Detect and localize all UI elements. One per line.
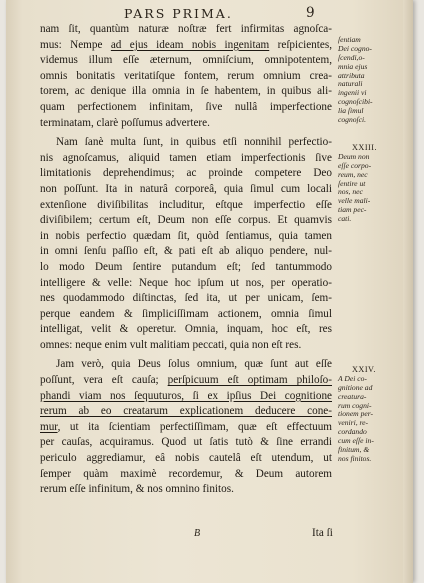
main-text	[40, 22, 332, 498]
margin-line: cordando	[338, 427, 367, 437]
margin-line: reum, nec	[338, 169, 368, 179]
margin-line: naturali	[338, 79, 363, 89]
margin-line: cognoſcibi-	[338, 97, 373, 107]
section-marker: XXIV.	[352, 365, 376, 374]
text-line: quam perfectionem infinitam, ſive nullâ imperfectione	[40, 100, 332, 113]
text-line: omnis bonitatis veritatiſque fontem, rerum omnium crea-	[40, 69, 332, 82]
text-line	[40, 38, 332, 54]
text-segment: reſpicientes,	[269, 38, 332, 51]
margin-line: mnia ejus	[338, 61, 368, 71]
text-line: lo modo Deum ſentire putandum eſt; ſed tantummodo	[40, 260, 332, 273]
text-line: terminatam, clarè poſſumus advertere.	[40, 116, 210, 129]
margin-line: attributa	[338, 70, 365, 80]
margin-line: creatura-	[338, 391, 367, 401]
text-line: intelligat, velit & operetur. Omnia, inquam, hoc eſt, res	[40, 323, 332, 336]
running-title: PARS PRIMA.	[124, 6, 233, 21]
text-line: videmus illum eſſe æternum, omniſcium, omnipotentem,	[40, 54, 332, 67]
text-line: extenſione diviſibilitas includitur, eſtque imperfectio eſſe	[40, 198, 332, 211]
text-line: ſemper quàm maximè recordemur, & Deum autorem	[40, 467, 332, 480]
margin-line: lia ſimul	[338, 106, 364, 116]
text-line	[40, 420, 332, 436]
margin-line: tionem per-	[338, 409, 374, 419]
margin-note	[338, 144, 404, 224]
margin-line: ſentire ut	[338, 178, 366, 188]
underlined-phrase: perſpicuum eſt optimam philoſo-	[167, 374, 332, 387]
margin-line: Deum non	[338, 151, 370, 161]
margin-line: ingenii vi	[338, 88, 367, 98]
margin-line: A Dei co-	[338, 373, 367, 383]
margin-line: Dei cogno-	[338, 43, 372, 53]
text-line	[40, 404, 332, 420]
text-line: rerum eſſe infinitum, & nos omnino finitos.	[40, 483, 234, 496]
underlined-phrase: phandi viam nos ſequuturos, ſi ex ipſius Dei cognitione	[40, 389, 332, 402]
text-line: diviſibilem; certum eſt, Deum non eſſe corpus. Et quamvis	[40, 214, 332, 227]
text-line: omnes: neque enim vult malitiam peccati, quia non eſt res.	[40, 338, 302, 351]
text-line: torem, ac denique illa omnia in ſe habentem, in quibus ali-	[40, 85, 332, 98]
text-line	[40, 373, 332, 389]
text-line: in nobis perfectio quædam ſit, quòd ſentiamus, quia tamen	[40, 229, 332, 242]
text-line: Jam verò, quia Deus ſolus omnium, quæ ſunt aut eſſe	[56, 358, 332, 371]
text-line: perque eandem & ſimpliciſſimam actionem, omnia ſimul	[40, 307, 332, 320]
underlined-phrase: ad ejus ideam nobis ingenitam	[110, 38, 270, 51]
catchword: Ita ſi	[312, 527, 333, 539]
margin-line: gnitione ad	[338, 382, 373, 392]
text-segment: , ut ita ſcientiam perfectiſſimam, quæ eſt effectuum	[57, 420, 332, 433]
text-segment: poſſunt, vera eſt cauſa;	[40, 374, 168, 387]
text-line: nis agnoſcamus, aliquid tamen etiam imperfectionis ſive	[40, 151, 332, 164]
text-line: non poſſunt. Ita in naturâ corporeâ, quia ſimul cum locali	[40, 182, 332, 195]
underlined-phrase: rerum ab eo creatarum explicationem deducere cone-	[40, 405, 332, 418]
margin-line: ſcendi,o-	[338, 52, 365, 62]
margin-note	[338, 366, 404, 464]
underlined-phrase: mur	[40, 420, 58, 433]
margin-note	[338, 36, 404, 125]
margin-line: veniri, re-	[338, 418, 369, 428]
margin-line: nos, nec	[338, 187, 363, 197]
text-line: Nam ſanè multa ſunt, in quibus etſi nonnihil perfectio-	[56, 136, 332, 149]
text-line	[40, 389, 332, 405]
margin-line: cati.	[338, 214, 352, 224]
text-line: nam ſit, quantùm naturæ noſtræ fert infirmitas agnoſca-	[40, 23, 332, 35]
text-line: in omni ſenſu paſſio eſt, & pati eſt ab aliquo pendere, nul-	[40, 245, 332, 258]
margin-line: tiam pec-	[338, 205, 367, 215]
text-line: periculo aggrediamur, eâ nobis cautelâ eſt utendum, ut	[40, 452, 332, 465]
margin-line: finitum, &	[338, 445, 370, 455]
page-edge	[403, 0, 413, 583]
margin-line: cognoſci.	[338, 115, 367, 125]
text-line: intelligere & velle: Neque hoc ipſum ut nos, per operatio-	[40, 276, 332, 289]
margin-line: rum cogni-	[338, 400, 372, 410]
margin-line: velle mali-	[338, 196, 371, 206]
page-number: 9	[306, 5, 315, 21]
text-line: limitationis deprehendimus; ac proinde competere Deo	[40, 167, 332, 180]
signature-mark: B	[194, 528, 201, 539]
section-marker: XXIII.	[352, 143, 378, 152]
book-page	[6, 0, 413, 583]
text-line: nes quodammodo diſtinctas, ſed ita, ut per unicam, ſem-	[40, 292, 332, 305]
text-line: per cauſas, acquiramus. Quod ut ſatis tutò & ſine errandi	[40, 436, 332, 449]
page-header	[6, 6, 413, 22]
margin-line: nos finitos.	[338, 453, 372, 463]
margin-line: ſentiam	[338, 35, 361, 44]
text-segment: mus: Nempe	[40, 38, 111, 51]
margin-line: cum eſſe in-	[338, 436, 374, 446]
margin-line: eſſe corpo-	[338, 160, 372, 170]
